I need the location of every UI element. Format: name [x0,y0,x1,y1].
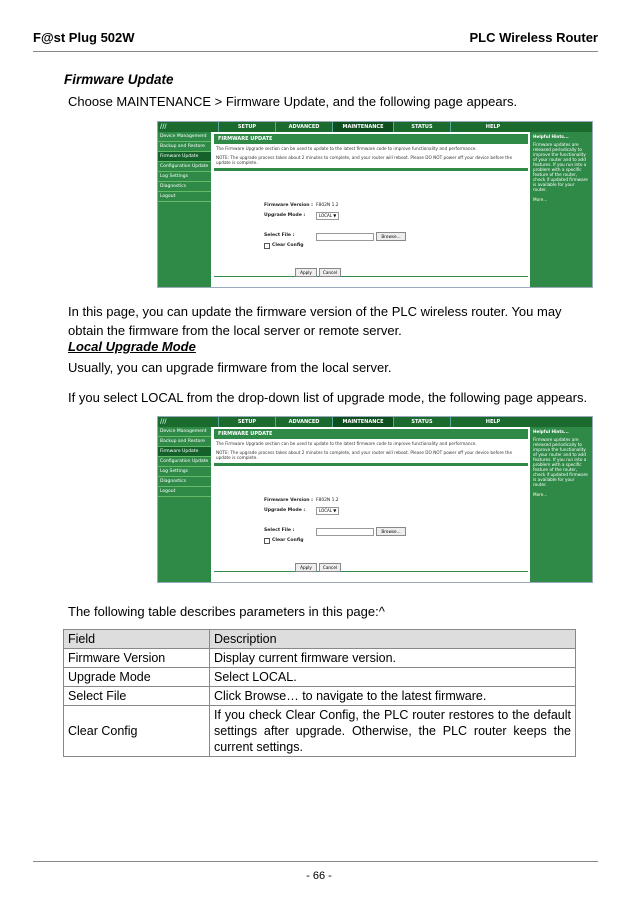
sidebar-item-firmware-update[interactable]: Firmware Update [158,447,211,457]
sidebar-item-logout[interactable]: Logout [158,487,211,497]
help-more-link[interactable]: More... [533,492,548,497]
table-header-row [64,630,576,649]
help-more-link[interactable]: More... [533,197,548,202]
table-cell-field: Firmware Version [64,649,210,668]
paragraph-local-select: If you select LOCAL from the drop-down list of upgrade mode, the following page appears. [68,390,588,405]
router-page-title: FIRMWARE UPDATE [214,429,528,439]
tab-setup[interactable]: SETUP [218,417,275,427]
tab-status[interactable]: STATUS [393,122,450,132]
tab-status[interactable]: STATUS [393,417,450,427]
sidebar-item-logout[interactable]: Logout [158,192,211,202]
clear-config-label: Clear Config [272,243,304,248]
help-text: Firmware updates are released periodically to improve the functionality of your router and to add features. If you run into a problem with a specific feature of the router, check if updated firmware is available for your router. [533,437,588,487]
intro-paragraph: Choose MAINTENANCE > Firmware Update, and the following page appears. [68,94,518,109]
tab-help[interactable]: HELP [450,122,535,132]
table-cell-description: If you check Clear Config, the PLC router restores to the default settings after upgrade. Otherwise, the PLC router keeps the current settings. [210,706,576,757]
upgrade-mode-select[interactable] [316,507,339,515]
section-title: Firmware Update [64,72,174,87]
paragraph-local-usage: Usually, you can upgrade firmware from the local server. [68,360,392,375]
tab-help[interactable]: HELP [450,417,535,427]
table-cell-field: Select File [64,687,210,706]
router-main-panel [212,132,530,287]
table-row [64,649,576,668]
upgrade-mode-select[interactable] [316,212,339,220]
table-cell-field: Upgrade Mode [64,668,210,687]
tab-maintenance[interactable]: MAINTENANCE [332,417,393,427]
upgrade-mode-select-value: LOCAL [319,213,332,218]
table-cell-description: Click Browse… to navigate to the latest firmware. [210,687,576,706]
subheading-local-upgrade: Local Upgrade Mode [68,339,196,354]
header-divider [33,51,598,52]
sidebar-item-configuration-update[interactable]: Configuration Update [158,457,211,467]
router-divider [214,168,528,171]
router-description-1: The Firmware Upgrade section can be used to update to the latest firmware code to improve functionality and performance. [216,441,477,446]
table-cell-field: Clear Config [64,706,210,757]
sidebar-item-firmware-update[interactable]: Firmware Update [158,152,211,162]
sidebar-item-log-settings[interactable]: Log Settings [158,172,211,182]
firmware-version-label: Firmware Version : [264,203,313,208]
firmware-version-label: Firmware Version : [264,498,313,503]
select-file-label: Select File : [264,233,295,238]
table-header-field: Field [64,630,210,649]
router-sidebar [158,427,211,582]
clear-config-label: Clear Config [272,538,304,543]
firmware-version-value: F802N 1.2 [316,203,339,208]
apply-button[interactable]: Apply [295,563,317,572]
header-product-type: PLC Wireless Router [469,30,598,45]
browse-button[interactable]: Browse... [376,527,406,536]
select-file-label: Select File : [264,528,295,533]
sidebar-item-diagnostics[interactable]: Diagnostics [158,477,211,487]
cancel-button[interactable]: Cancel [319,268,341,277]
help-title: Helpful Hints... [533,429,569,434]
router-main-panel [212,427,530,582]
sidebar-item-backup-restore[interactable]: Backup and Restore [158,437,211,447]
router-logo: /// [160,418,167,425]
select-file-input[interactable] [316,528,374,536]
footer-divider [33,861,598,862]
router-bottom-divider [214,276,528,277]
router-logo: /// [160,123,167,130]
router-description-2: NOTE: The upgrade process takes about 2 minutes to complete, and your router will reboot. Please DO NOT power off your device before the update is complete. [216,450,513,461]
firmware-version-value: F802N 1.2 [316,498,339,503]
router-help-panel [530,427,592,582]
sidebar-item-device-management[interactable]: Device Management [158,132,211,142]
router-screenshot-1 [157,121,593,288]
tab-advanced[interactable]: ADVANCED [275,122,332,132]
router-help-panel [530,132,592,287]
sidebar-item-configuration-update[interactable]: Configuration Update [158,162,211,172]
paragraph-update-info: In this page, you can update the firmware version of the PLC wireless router. You may obtain the firmware from the local server or remote server. [68,304,562,338]
clear-config-checkbox[interactable] [264,538,270,544]
router-description-2: NOTE: The upgrade process takes about 2 minutes to complete, and your router will reboot. Please DO NOT power off your device before the update is complete. [216,155,513,166]
header-product-name: F@st Plug 502W [33,30,135,45]
apply-button[interactable]: Apply [295,268,317,277]
sidebar-item-log-settings[interactable]: Log Settings [158,467,211,477]
router-screenshot-2 [157,416,593,583]
table-header-description: Description [210,630,576,649]
help-text: Firmware updates are released periodically to improve the functionality of your router and to add features. If you run into a problem with a specific feature of the router, check if updated firmware is available for your router. [533,142,588,192]
tab-maintenance[interactable]: MAINTENANCE [332,122,393,132]
tab-advanced[interactable]: ADVANCED [275,417,332,427]
table-row [64,687,576,706]
upgrade-mode-select-value: LOCAL [319,508,332,513]
sidebar-item-device-management[interactable]: Device Management [158,427,211,437]
sidebar-item-diagnostics[interactable]: Diagnostics [158,182,211,192]
table-row [64,706,576,757]
select-file-input[interactable] [316,233,374,241]
parameters-table [63,629,576,757]
sidebar-item-backup-restore[interactable]: Backup and Restore [158,142,211,152]
table-cell-description: Display current firmware version. [210,649,576,668]
upgrade-mode-label: Upgrade Mode : [264,213,306,218]
router-divider [214,463,528,466]
chevron-down-icon: ▼ [333,213,337,218]
router-bottom-divider [214,571,528,572]
tab-setup[interactable]: SETUP [218,122,275,132]
router-page-title: FIRMWARE UPDATE [214,134,528,144]
paragraph-table-intro: The following table describes parameters in this page:^ [68,604,385,619]
upgrade-mode-label: Upgrade Mode : [264,508,306,513]
router-sidebar [158,132,211,287]
cancel-button[interactable]: Cancel [319,563,341,572]
router-description-1: The Firmware Upgrade section can be used to update to the latest firmware code to improve functionality and performance. [216,146,477,151]
help-title: Helpful Hints... [533,134,569,139]
chevron-down-icon: ▼ [333,508,337,513]
browse-button[interactable]: Browse... [376,232,406,241]
page-number: - 66 - [306,870,332,882]
clear-config-checkbox[interactable] [264,243,270,249]
table-cell-description: Select LOCAL. [210,668,576,687]
table-row [64,668,576,687]
